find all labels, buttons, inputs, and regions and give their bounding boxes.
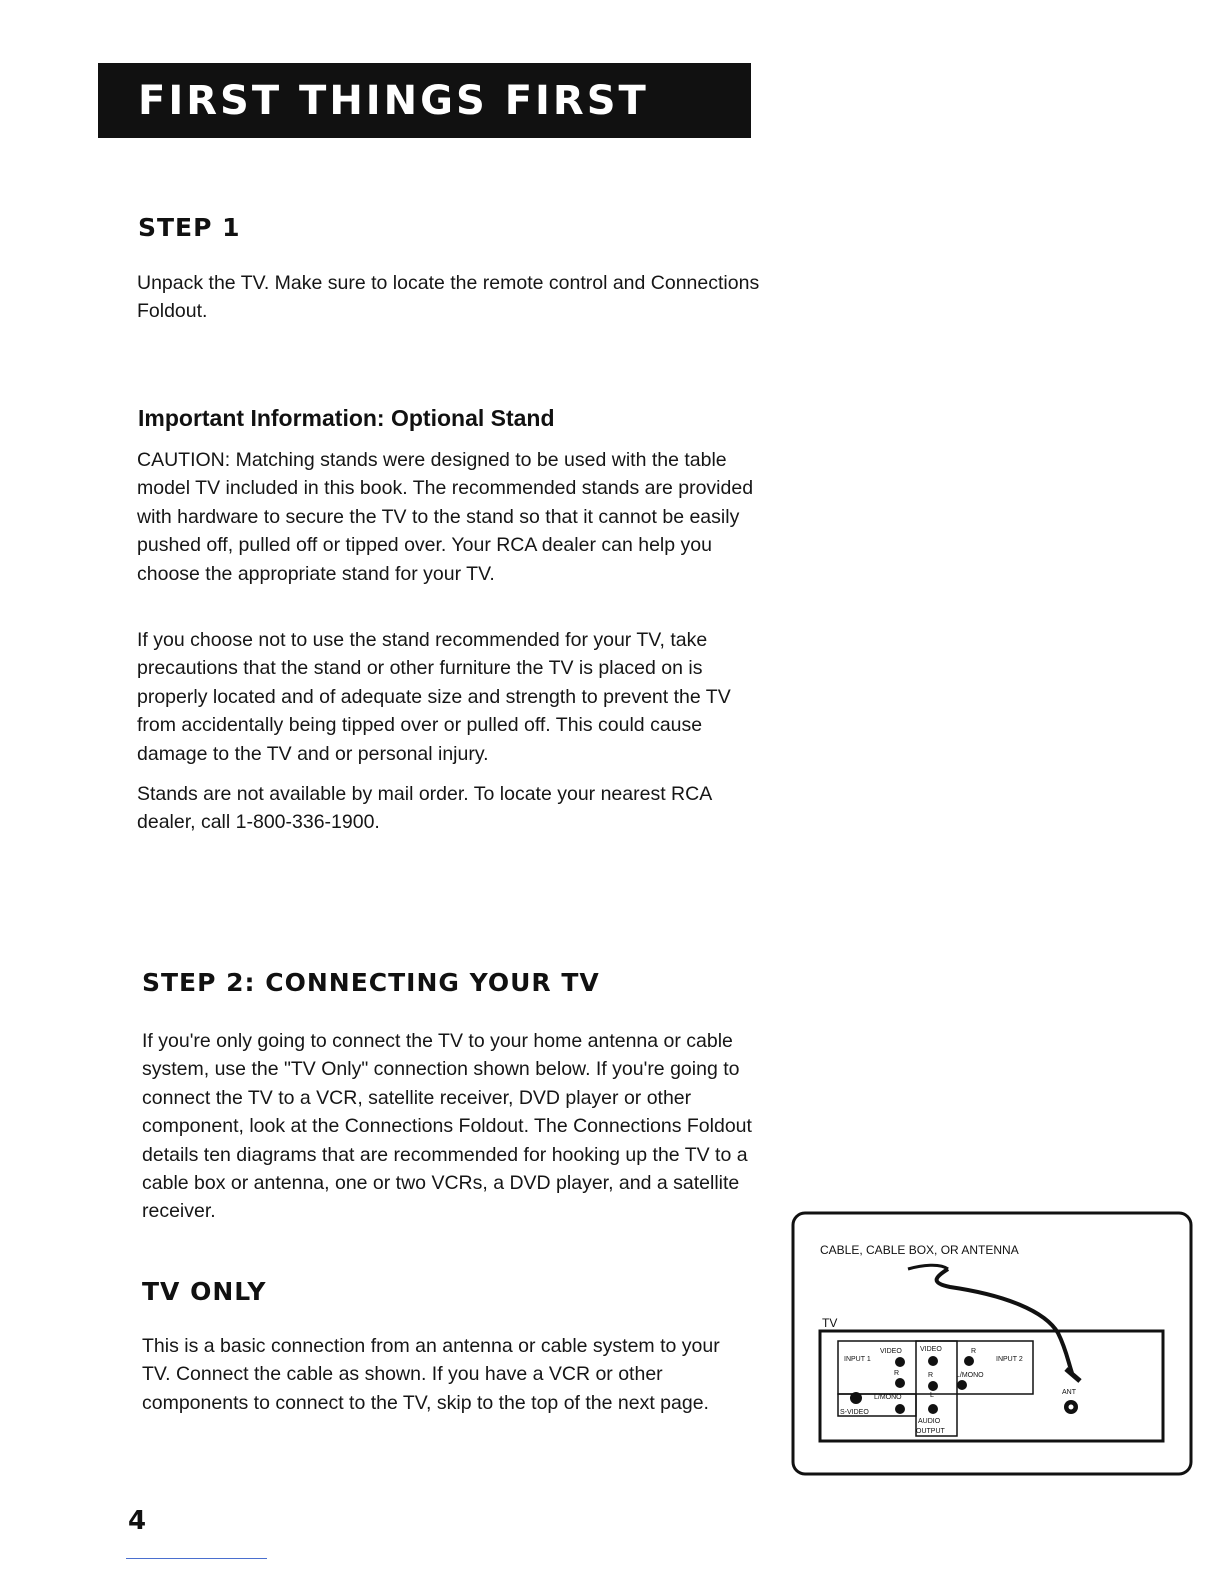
input1-label: INPUT 1 [844, 1356, 871, 1363]
input2-label: INPUT 2 [996, 1356, 1023, 1363]
input1-video-jack [895, 1357, 905, 1367]
connection-diagram-svg [790, 1211, 1193, 1476]
tv-only-text: This is a basic connection from an antenna or cable system to your TV. Connect the cable as shown. If you have a VCR or other components to connect to the TV, skip to the top of the next page. [142, 1335, 720, 1414]
step2-heading: STEP 2: CONNECTING YOUR TV [142, 968, 600, 997]
l-label: L [930, 1392, 934, 1399]
step1-text: Unpack the TV. Make sure to locate the remote control and Connections Foldout. [137, 272, 760, 323]
tv-only-connection-diagram [790, 1211, 1193, 1476]
lmono-label-1: L/MONO [874, 1394, 902, 1401]
link-underline [126, 1558, 267, 1559]
tv-only-heading: TV ONLY [142, 1277, 267, 1306]
output-label: OUTPUT [916, 1428, 945, 1435]
tv-label: TV [822, 1316, 838, 1330]
lmono-label-2: L/MONO [956, 1372, 984, 1379]
r-label-3: R [971, 1348, 977, 1355]
video-label-1: VIDEO [880, 1348, 902, 1355]
page-banner [98, 63, 751, 138]
step2-text: If you're only going to connect the TV to your home antenna or cable system, use the "TV Only" connection shown below. If you're going to connect the TV to a VCR, satellite receiver, DVD player or other component, look at the Connections Foldout. The Connections Foldout details ten diagrams that are recommended for hooking up the TV to a cable box or antenna, one or two VCRs, a DVD player, and a satellite receiver. [142, 1030, 752, 1223]
output-audio-l-jack [928, 1404, 938, 1414]
page-number: 4 [128, 1506, 147, 1536]
step1-heading: STEP 1 [138, 213, 241, 242]
input1-audio-r-jack [895, 1378, 905, 1388]
stands-paragraph: Stands are not available by mail order. To locate your nearest RCA dealer, call 1-800-336-1900. [137, 783, 712, 834]
banner-title: FIRST THINGS FIRST [138, 77, 649, 124]
r-label-2: R [928, 1372, 934, 1379]
output-audio-r-jack [928, 1381, 938, 1391]
audio-label: AUDIO [918, 1418, 941, 1425]
video-label-2: VIDEO [920, 1346, 942, 1353]
svideo-label: S-VIDEO [840, 1409, 869, 1416]
ant-label: ANT [1062, 1389, 1076, 1396]
input2-video-jack [928, 1356, 938, 1366]
svideo-jack [850, 1392, 862, 1404]
r-label-1: R [894, 1370, 900, 1377]
precaution-paragraph: If you choose not to use the stand recommended for your TV, take precautions that the stand or other furniture the TV is placed on is properly located and of adequate size and strength to prevent the TV from accidentally being tipped over or pulled off. This could cause damage to the TV and or personal injury. [137, 629, 731, 765]
input2-audio-l-jack [957, 1380, 967, 1390]
source-label: CABLE, CABLE BOX, OR ANTENNA [820, 1243, 1019, 1257]
input2-audio-r-jack [964, 1356, 974, 1366]
input1-audio-l-jack [895, 1404, 905, 1414]
caution-paragraph: CAUTION: Matching stands were designed to be used with the table model TV included in this book. The recommended stands are provided with hardware to secure the TV to the stand so that it cannot be easily pushed off, pulled off or tipped over. Your RCA dealer can help you choose the appropriate stand for your TV. [137, 449, 754, 585]
important-heading: Important Information: Optional Stand [138, 405, 555, 431]
